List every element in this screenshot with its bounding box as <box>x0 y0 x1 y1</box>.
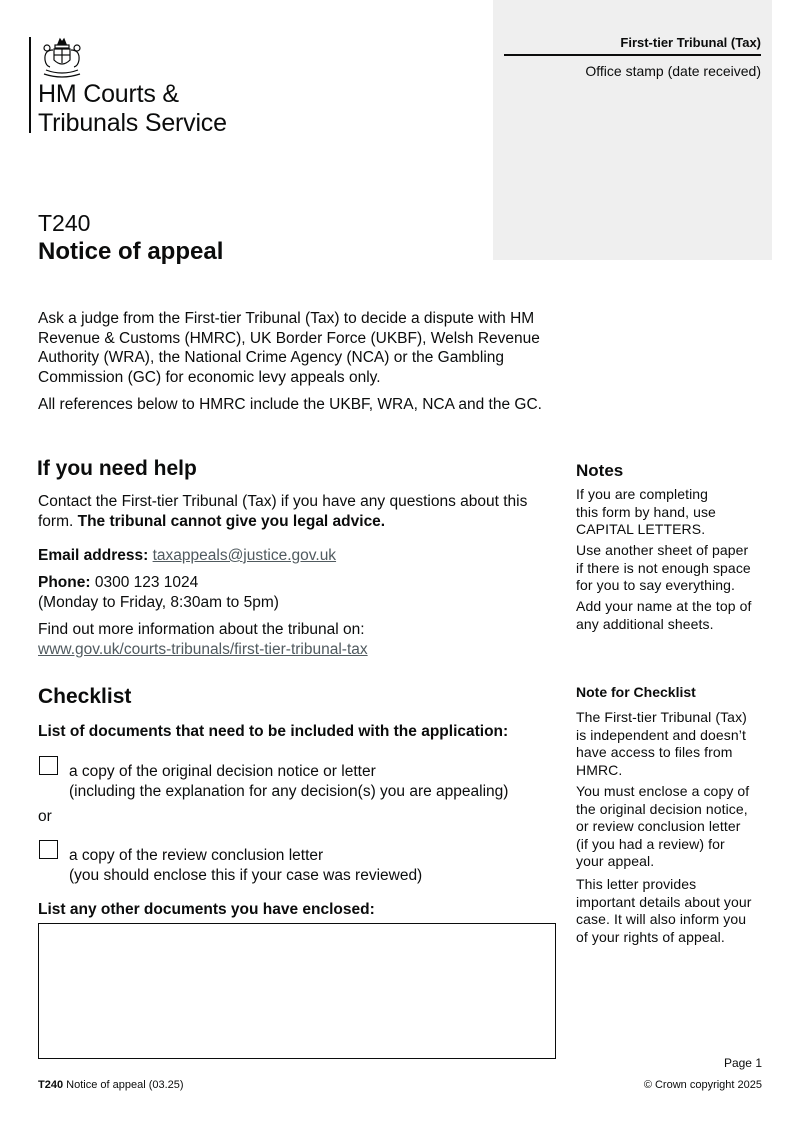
checklist-heading: Checklist <box>38 685 132 708</box>
footer-form-code: T240 <box>38 1079 64 1091</box>
more-info-row <box>38 620 368 659</box>
review-letter-checkbox[interactable] <box>39 840 58 859</box>
help-text-plain: Contact the First-tier Tribunal (Tax) if you have any questions about this form. <box>38 493 528 530</box>
org-name-line1: HM Courts & <box>38 80 179 108</box>
note-extra-sheet <box>576 542 766 595</box>
stamp-label: Office stamp (date received) <box>585 63 761 79</box>
intro-references: All references below to HMRC include the UKBF, WRA, NCA and the GC. <box>38 396 542 413</box>
note-line: CAPITAL LETTERS. <box>576 521 706 537</box>
note-line: the original decision notice, <box>576 800 748 817</box>
footer-form-name: Notice of appeal (03.25) <box>66 1079 184 1091</box>
org-name <box>38 80 227 138</box>
note-line: This letter provides <box>576 876 697 892</box>
help-text-bold: The tribunal cannot give you legal advice. <box>77 512 386 530</box>
note-line: this form by hand, use <box>576 503 716 520</box>
note-independent <box>576 709 766 779</box>
item2-line2: (you should enclose this if your case was reviewed) <box>69 866 423 884</box>
note-enclose-copy <box>576 783 766 871</box>
or-label: or <box>38 808 52 825</box>
note-capital-letters <box>576 486 766 539</box>
help-heading: If you need help <box>37 457 197 480</box>
checklist-item-review-letter <box>69 846 422 885</box>
item1-line1: a copy of the original decision notice or letter <box>69 763 376 780</box>
tribunal-website-link[interactable]: www.gov.uk/courts-tribunals/first-tier-tribunal-tax <box>38 640 368 658</box>
item2-line1: a copy of the review conclusion letter <box>69 847 324 864</box>
footer-form-id <box>38 1079 184 1091</box>
org-name-line2: Tribunals Service <box>38 109 227 137</box>
form-code: T240 <box>38 210 91 236</box>
page-number: Page 1 <box>723 1056 762 1070</box>
note-line: Add your name at the top of <box>576 598 752 614</box>
more-info-text: Find out more information about the tribunal on: <box>38 621 365 638</box>
help-text <box>38 492 538 531</box>
email-row <box>38 546 336 566</box>
note-line: The First-tier Tribunal (Tax) <box>576 709 747 725</box>
stamp-rule <box>504 54 761 56</box>
decision-notice-checkbox[interactable] <box>39 756 58 775</box>
other-documents-heading: List any other documents you have enclosed: <box>38 901 375 918</box>
page-title: Notice of appeal <box>38 238 224 265</box>
phone-number: 0300 123 1024 <box>94 574 199 591</box>
logo-bar <box>29 37 31 133</box>
note-line: If you are completing <box>576 486 709 502</box>
note-line: if there is not enough space <box>576 559 751 576</box>
note-letter-details <box>576 876 766 946</box>
note-line: HMRC. <box>576 761 623 778</box>
note-line: have access to files from <box>576 744 733 760</box>
phone-row <box>38 573 279 612</box>
notes-heading: Notes <box>576 461 624 480</box>
note-line: Use another sheet of paper <box>576 542 749 558</box>
note-line: any additional sheets. <box>576 615 714 632</box>
royal-crest-icon <box>38 36 86 80</box>
phone-line <box>38 573 279 593</box>
note-line: or review conclusion letter <box>576 818 741 834</box>
footer-copyright: © Crown copyright 2025 <box>643 1079 762 1091</box>
phone-label: Phone: <box>38 574 91 591</box>
note-line: important details about your <box>576 893 752 910</box>
note-add-name <box>576 598 766 633</box>
note-line: for you to say everything. <box>576 577 736 593</box>
email-label: Email address: <box>38 547 149 564</box>
phone-hours: (Monday to Friday, 8:30am to 5pm) <box>38 593 279 611</box>
note-line: of your rights of appeal. <box>576 928 725 945</box>
note-line: is independent and doesn’t <box>576 726 746 743</box>
checklist-list-heading: List of documents that need to be included with the application: <box>38 723 509 740</box>
office-stamp-box <box>493 0 772 260</box>
note-checklist-heading: Note for Checklist <box>576 684 696 700</box>
other-documents-field[interactable] <box>38 923 556 1059</box>
note-line: case. It will also inform you <box>576 911 747 927</box>
intro-paragraph: Ask a judge from the First-tier Tribunal (Tax) to decide a dispute with HM Revenue & Customs (HMRC), UK Border Force (UKBF), Welsh Revenue Authority (WRA), the National Crime Agency (NCA) or the Gambling Commission (GC) for economic levy appeals only. <box>38 310 540 386</box>
email-link[interactable]: taxappeals@justice.gov.uk <box>152 547 337 564</box>
item1-line2: (including the explanation for any decision(s) you are appealing) <box>69 782 509 800</box>
note-line: your appeal. <box>576 853 655 869</box>
stamp-title: First-tier Tribunal (Tax) <box>620 35 761 50</box>
note-line: You must enclose a copy of <box>576 783 750 799</box>
note-line: (if you had a review) for <box>576 835 725 852</box>
checklist-item-decision-notice <box>69 762 508 801</box>
